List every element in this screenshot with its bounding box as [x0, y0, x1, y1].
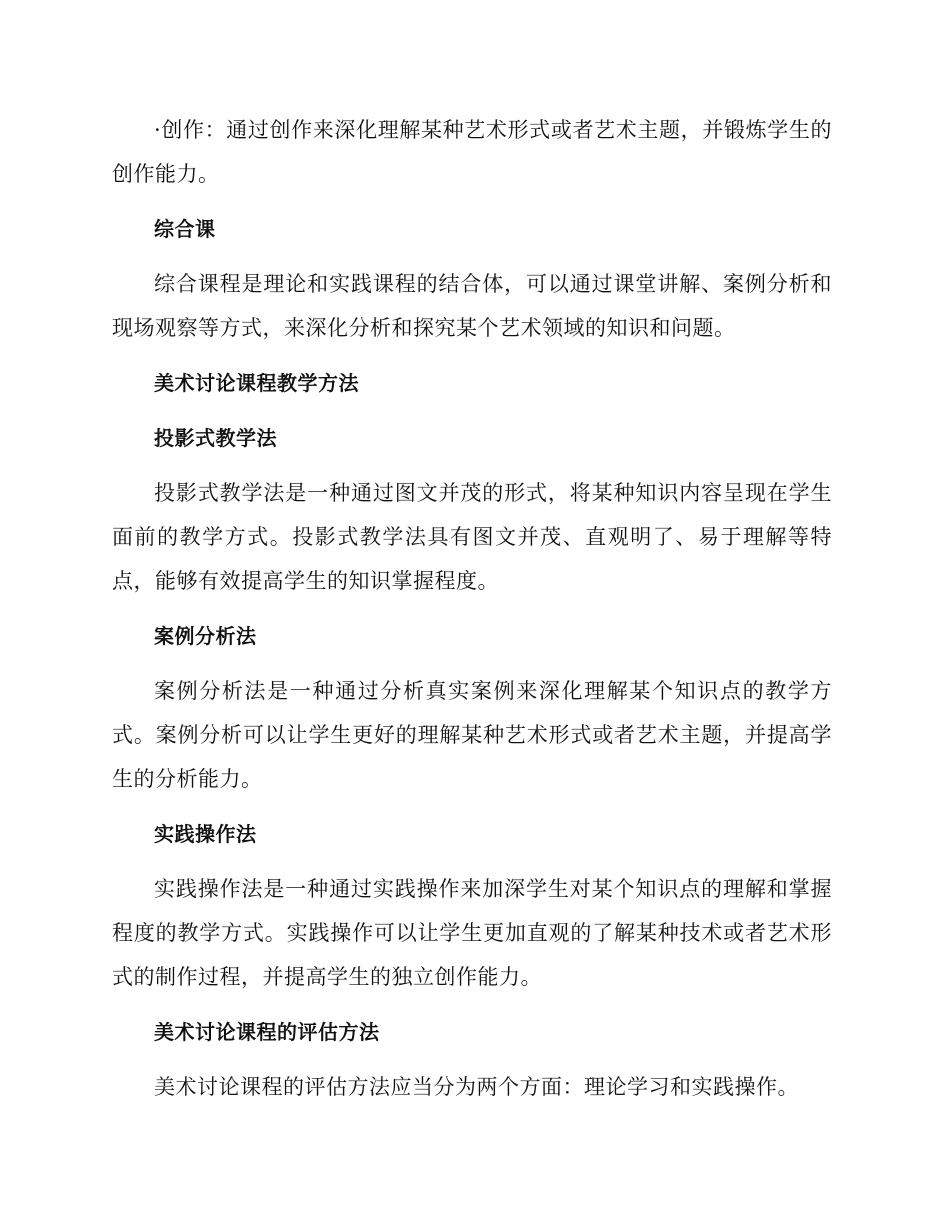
- heading-comprehensive-course: 综合课: [154, 217, 216, 241]
- heading-case-analysis: 案例分析法: [154, 624, 257, 648]
- paragraph-case-analysis: 案例分析法是一种通过分析真实案例来深化理解某个知识点的教学方式。案例分析可以让学生更好的理解某种艺术形式或者艺术主题，并提高学生的分析能力。: [112, 679, 832, 791]
- heading-practice-method: 实践操作法: [154, 822, 257, 846]
- heading-projection-method: 投影式教学法: [154, 426, 277, 450]
- paragraph-projection-method: 投影式教学法是一种通过图文并茂的形式，将某种知识内容呈现在学生面前的教学方式。投影式教学法具有图文并茂、直观明了、易于理解等特点，能够有效提高学生的知识掌握程度。: [112, 481, 832, 593]
- paragraph-creation: ·创作：通过创作来深化理解某种艺术形式或者艺术主题，并锻炼学生的创作能力。: [112, 118, 832, 186]
- paragraph-practice-method: 实践操作法是一种通过实践操作来加深学生对某个知识点的理解和掌握程度的教学方式。实践操作可以让学生更加直观的了解某种技术或者艺术形式的制作过程，并提高学生的独立创作能力。: [112, 877, 832, 989]
- document-page: [112, 108, 832, 1120]
- heading-evaluation-methods: 美术讨论课程的评估方法: [154, 1020, 380, 1044]
- heading-teaching-methods: 美术讨论课程教学方法: [154, 371, 359, 395]
- paragraph-evaluation-methods: 美术讨论课程的评估方法应当分为两个方面：理论学习和实践操作。: [154, 1075, 799, 1099]
- paragraph-comprehensive-course: 综合课程是理论和实践课程的结合体，可以通过课堂讲解、案例分析和现场观察等方式，来深化分析和探究某个艺术领域的知识和问题。: [112, 272, 832, 340]
